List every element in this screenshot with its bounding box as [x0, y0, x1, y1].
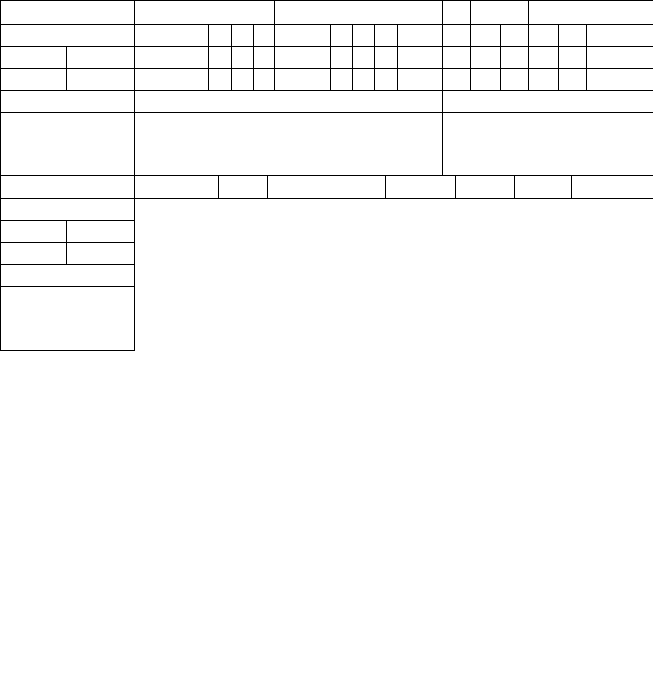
seat-value: [586, 24, 653, 47]
stroke-label: [0, 90, 135, 113]
seat-value: [500, 24, 529, 47]
seat-value: [208, 24, 232, 47]
kv-equal-value: [134, 68, 209, 91]
dn-label: [0, 0, 135, 25]
stroke-value: [442, 90, 653, 113]
dn-value: [218, 175, 268, 199]
dn-value: [514, 175, 572, 199]
seat-value: [330, 24, 353, 47]
dn-value: [455, 175, 515, 199]
kv-linear-value: [528, 46, 559, 69]
kv-equal-value: [208, 68, 232, 91]
seat-value: [253, 24, 275, 47]
seat-value: [352, 24, 375, 47]
area-label: [0, 286, 135, 351]
kv-equal-value: [253, 68, 275, 91]
kv-equal-value: [470, 68, 501, 91]
seat-value: [397, 24, 443, 47]
seat-value: [231, 24, 254, 47]
equal-pct-label: [66, 242, 135, 265]
kv-linear-value: [442, 46, 471, 69]
seat-value: [134, 24, 209, 47]
seat-value: [558, 24, 587, 47]
dn-value: [528, 0, 653, 25]
area-value: [442, 112, 653, 176]
kv-label: [0, 242, 67, 265]
seat-label: [0, 24, 135, 47]
equal-pct-label: [66, 68, 135, 91]
kv-equal-value: [330, 68, 353, 91]
kv-linear-value: [231, 46, 254, 69]
kv-equal-value: [231, 68, 254, 91]
kv-equal-value: [274, 68, 331, 91]
area-value: [134, 112, 443, 176]
kv-equal-value: [442, 68, 471, 91]
dn-value: [267, 175, 386, 199]
dn-value: [571, 175, 653, 199]
kv-linear-value: [253, 46, 275, 69]
seat-value: [374, 24, 398, 47]
dn-value: [385, 175, 456, 199]
kv-linear-value: [352, 46, 375, 69]
seat-label: [0, 198, 135, 221]
kv-linear-value: [500, 46, 529, 69]
kv-linear-value: [586, 46, 653, 69]
kv-linear-value: [330, 46, 353, 69]
kv-equal-value: [352, 68, 375, 91]
kv-linear-value: [374, 46, 398, 69]
kv-label: [0, 46, 67, 69]
kv-equal-value: [528, 68, 559, 91]
kv-equal-value: [558, 68, 587, 91]
kv-label: [0, 220, 67, 243]
kv-label: [0, 68, 67, 91]
kv-equal-value: [500, 68, 529, 91]
kv-linear-value: [134, 46, 209, 69]
dn-value: [134, 0, 275, 25]
stroke-value: [134, 90, 443, 113]
kv-equal-value: [586, 68, 653, 91]
dn-value: [442, 0, 471, 25]
seat-value: [274, 24, 331, 47]
kv-linear-value: [397, 46, 443, 69]
kv-linear-value: [558, 46, 587, 69]
kv-equal-value: [397, 68, 443, 91]
area-label: [0, 112, 135, 176]
linear-label: [66, 46, 135, 69]
kv-linear-value: [208, 46, 232, 69]
linear-label: [66, 220, 135, 243]
dn-value: [470, 0, 529, 25]
dn-value: [134, 175, 219, 199]
seat-value: [470, 24, 501, 47]
kv-linear-value: [274, 46, 331, 69]
stroke-label: [0, 264, 135, 287]
seat-value: [528, 24, 559, 47]
kv-linear-value: [470, 46, 501, 69]
kv-equal-value: [374, 68, 398, 91]
seat-value: [442, 24, 471, 47]
dn-value: [274, 0, 443, 25]
dn-label: [0, 175, 135, 199]
